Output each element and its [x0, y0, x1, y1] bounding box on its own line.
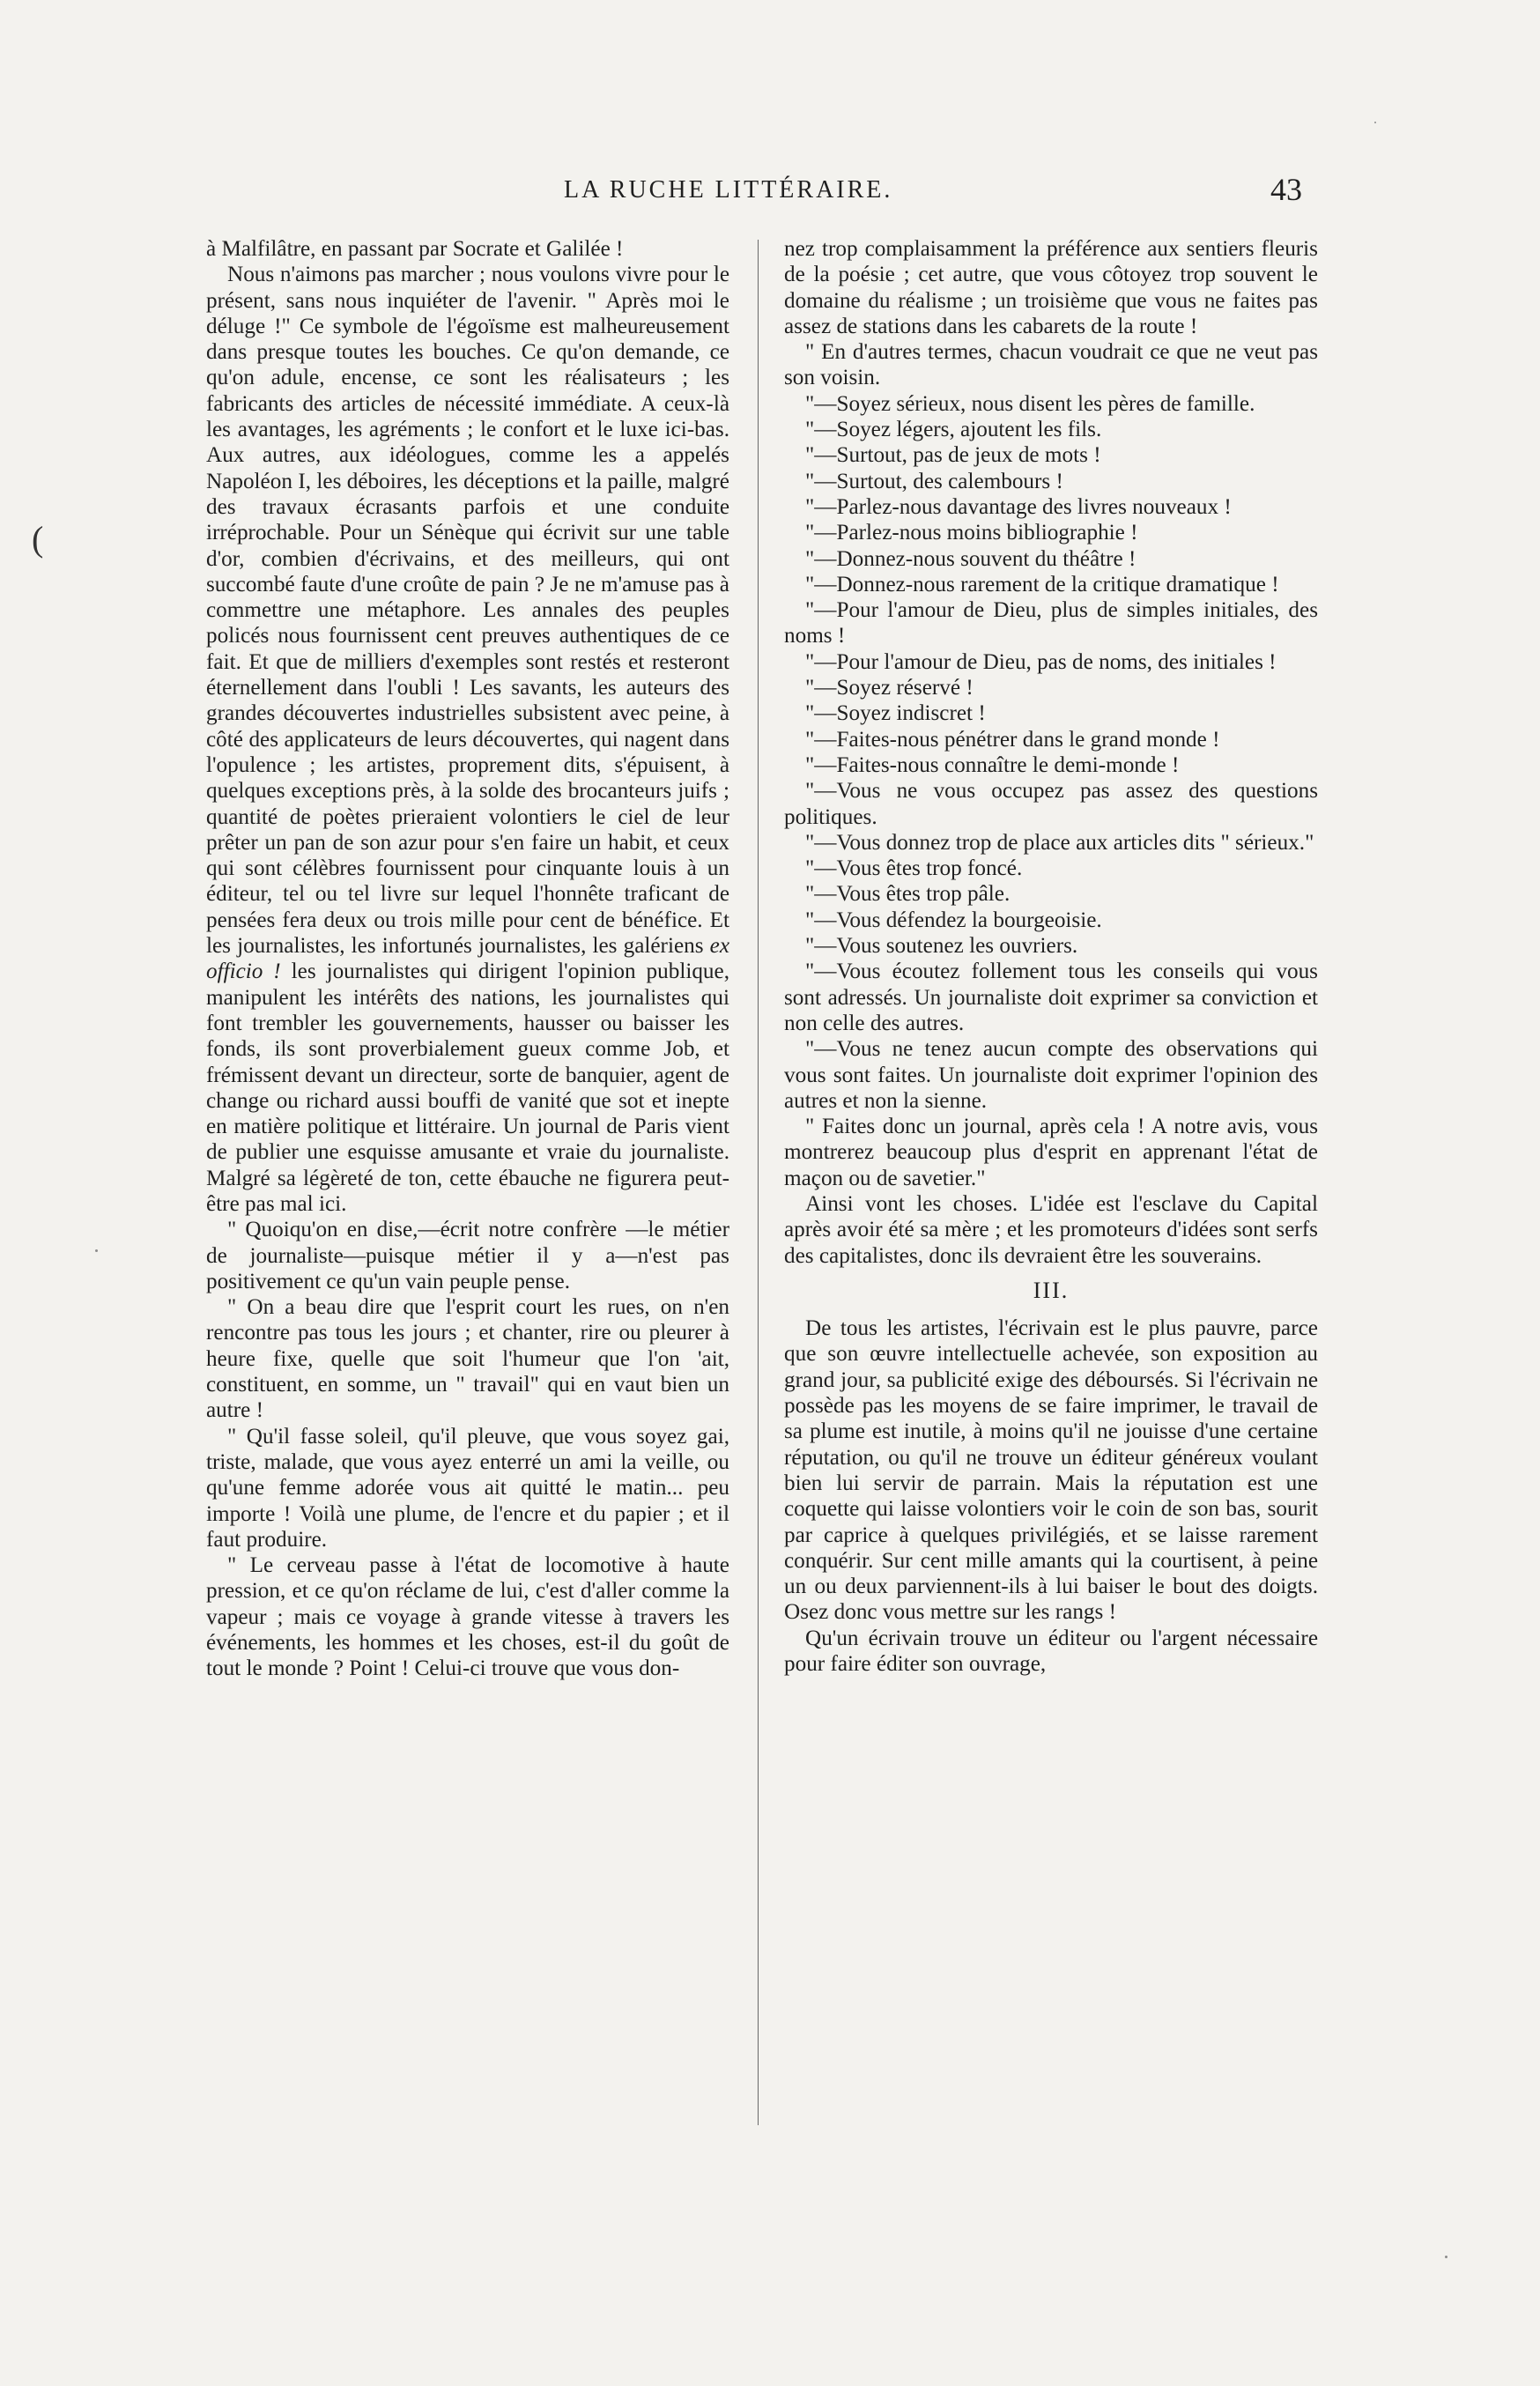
paragraph: De tous les artistes, l'écrivain est le plus pauvre, parce que son œuvre intellectuelle achevée, son exposition au grand jour, sa publicité exige des déboursés. Si l'écrivain ne possède pas les moyens de se faire imprimer, le travail de sa plume est inutile, à moins qu'il ne jouisse d'une certaine réputation, ou qu'il ne trouve un éditeur généreux voulant bien lui servir de parrain. Mais la réputation est une coquette qui laisse volontiers voir le coin de son bas, sourit par caprice à quelques privilégiés, et se laisse rarement conquérir. Sur cent mille amants qui la courtisent, à peine un ou deux parviennent-ils à lui baiser le bout des doigts. Osez donc vous mettre sur les rangs !	[784, 1316, 1318, 1625]
page-number: 43	[1270, 172, 1302, 207]
paragraph	[206, 262, 729, 1217]
dialogue-line: "—Vous écoutez follement tous les conseils qui vous sont adressés. Un journaliste doit exprimer sa conviction et non celle des autres.	[784, 960, 1318, 1035]
dialogue-line: "—Soyez légers, ajoutent les fils.	[805, 418, 1102, 442]
section-heading: III.	[1033, 1277, 1070, 1303]
left-column	[206, 236, 729, 1682]
paragraph: " En d'autres termes, chacun voudrait ce que ne veut pas son voisin.	[784, 340, 1318, 390]
emphasis-text: ex officio !	[206, 934, 729, 984]
column-divider	[758, 240, 759, 2125]
paragraph: à Malfilâtre, en passant par Socrate et Galilée !	[206, 237, 624, 261]
margin-mark: (	[32, 519, 44, 559]
dialogue-line: "—Soyez réservé !	[805, 676, 974, 700]
dialogue-line: "—Surtout, pas de jeux de mots !	[805, 443, 1101, 468]
dialogue-line: "—Donnez-nous souvent du théâtre !	[805, 546, 1136, 571]
dialogue-line: "—Vous êtes trop pâle.	[805, 882, 1011, 907]
paragraph: " Qu'il fasse soleil, qu'il pleuve, que vous soyez gai, triste, malade, que vous ayez enterré un ami la veille, ou qu'une femme adorée vous ait quitté le matin... peu importe ! Voilà une plume, de l'encre et du papier ; et il faut produire.	[206, 1424, 729, 1552]
paper-speck	[1374, 122, 1376, 123]
dialogue-line: "—Donnez-nous rarement de la critique dramatique !	[805, 572, 1279, 596]
paragraph-text: Nous n'aimons pas marcher ; nous voulons vivre pour le présent, sans nous inquiéter de l'avenir. " Après moi le déluge !" Ce symbole de l'égoïsme est malheureusement dans presque toutes les bouches. Ce qu'on demande, ce qu'on adule, encense, ce sont les réalisateurs ; les fabricants des articles de nécessité immédiate. A ceux-là les avantages, les agréments ; le confort et le luxe ici-bas. Aux autres, aux idéologues, comme les a appelés Napoléon I, les déboires, les déceptions et la paille, malgré des travaux écrasants parfois et une conduite irréprochable. Pour un Sénèque qui écrivit sur une table d'or, combien d'écrivains, et des meilleurs, qui ont succombé faute d'une croûte de pain ? Je ne m'amuse pas à commettre une métaphore. Les annales des peuples policés nous fournissent cent preuves authentiques de ce fait. Et que de milliers d'exemples sont restés et resteront éternellement dans l'oubli ! Les savants, les auteurs des grandes découvertes industrielles subsistent avec peine, à côté des applicateurs de leurs découvertes, qui nagent dans l'opulence ; les artistes, proprement dits, s'épuisent, à quelques exceptions près, à la solde des brocanteurs juifs ; quantité de poètes prieraient volontiers le ciel de leur prêter un pan de son azur pour s'en faire un habit, et ceux qui sont célèbres fournissent pour cinquante louis à un éditeur, tel ou tel livre sur lequel l'honnête traficant de pensées fera deux ou trois mille pour cent de bénéfice. Et les journalistes, les infortunés journalistes, les galériens	[206, 263, 729, 959]
paper-speck	[1445, 2256, 1447, 2258]
dialogue-line: "—Soyez sérieux, nous disent les pères de famille.	[805, 391, 1255, 416]
paragraph: " Quoiqu'on en dise,—écrit notre confrère —le métier de journaliste—puisque métier il y a—n'est pas positivement ce qu'un vain peuple pense.	[206, 1218, 729, 1293]
dialogue-line: "—Parlez-nous davantage des livres nouveaux !	[805, 494, 1232, 519]
paragraph: " Le cerveau passe à l'état de locomotive à haute pression, et ce qu'on réclame de lui, c'est d'aller comme la vapeur ; mais ce voyage à grande vitesse à travers les événements, les hommes et les choses, est-il du goût de tout le monde ? Point ! Celui-ci trouve que vous don-	[206, 1553, 729, 1681]
dialogue-line: "—Soyez indiscret !	[805, 701, 986, 726]
paragraph: " Faites donc un journal, après cela ! A notre avis, vous montrerez beaucoup plus d'esprit en apprenant l'état de maçon ou de savetier."	[784, 1115, 1318, 1190]
dialogue-line: "—Faites-nous connaître le demi-monde !	[805, 752, 1180, 777]
paragraph: Qu'un écrivain trouve un éditeur ou l'argent nécessaire pour faire éditer son ouvrage,	[784, 1626, 1318, 1677]
paragraph: " On a beau dire que l'esprit court les rues, on n'en rencontre pas tous les jours ; et chanter, rire ou pleurer à heure fixe, quelle que soit l'humeur que l'on 'ait, constituent, en somme, un " travail" qui en vaut bien un autre !	[206, 1295, 729, 1423]
dialogue-line: "—Vous ne tenez aucun compte des observations qui vous sont faites. Un journaliste doit exprimer l'opinion des autres et non la sienne.	[784, 1037, 1318, 1113]
dialogue-line: "—Vous êtes trop foncé.	[805, 856, 1023, 881]
right-column	[784, 236, 1318, 1677]
paper-speck	[95, 1249, 98, 1252]
paragraph-text: les journalistes qui dirigent l'opinion publique, manipulent les intérêts des nations, les journalistes qui font trembler les gouvernements, hausser ou baisser les fonds, ils sont proverbialement gueux comme Job, et frémissent devant un directeur, sorte de banquier, agent de change ou richard aussi bouffi de vanité que sot et inepte en matière politique et littéraire. Un journal de Paris vient de publier une esquisse amusante et vraie du journaliste. Malgré sa légèreté de ton, cette ébauche ne figurera peut-être pas mal ici.	[206, 960, 729, 1216]
running-head	[0, 172, 1540, 211]
dialogue-line: "—Pour l'amour de Dieu, plus de simples initiales, des noms !	[784, 598, 1318, 648]
dialogue-line: "—Vous soutenez les ouvriers.	[805, 934, 1078, 959]
paragraph: Ainsi vont les choses. L'idée est l'esclave du Capital après avoir été sa mère ; et les promoteurs d'idées sont serfs des capitalistes, donc ils devraient être les souverains.	[784, 1191, 1318, 1268]
dialogue-line: "—Parlez-nous moins bibliographie !	[805, 521, 1138, 545]
dialogue-line: "—Vous défendez la bourgeoisie.	[805, 908, 1102, 932]
paragraph: nez trop complaisamment la préférence aux sentiers fleuris de la poésie ; cet autre, que vous côtoyez trop souvent le domaine du réalisme ; un troisième que vous ne faites pas assez de stations dans les cabarets de la route !	[784, 237, 1318, 338]
dialogue-line: "—Faites-nous pénétrer dans le grand monde !	[805, 727, 1220, 752]
running-title: LA RUCHE LITTÉRAIRE.	[564, 176, 893, 204]
dialogue-line: "—Vous donnez trop de place aux articles dits " sérieux."	[805, 830, 1314, 855]
dialogue-line: "—Surtout, des calembours !	[805, 469, 1063, 493]
dialogue-line: "—Pour l'amour de Dieu, pas de noms, des initiales !	[805, 649, 1277, 674]
dialogue-line: "—Vous ne vous occupez pas assez des questions politiques.	[784, 779, 1318, 829]
